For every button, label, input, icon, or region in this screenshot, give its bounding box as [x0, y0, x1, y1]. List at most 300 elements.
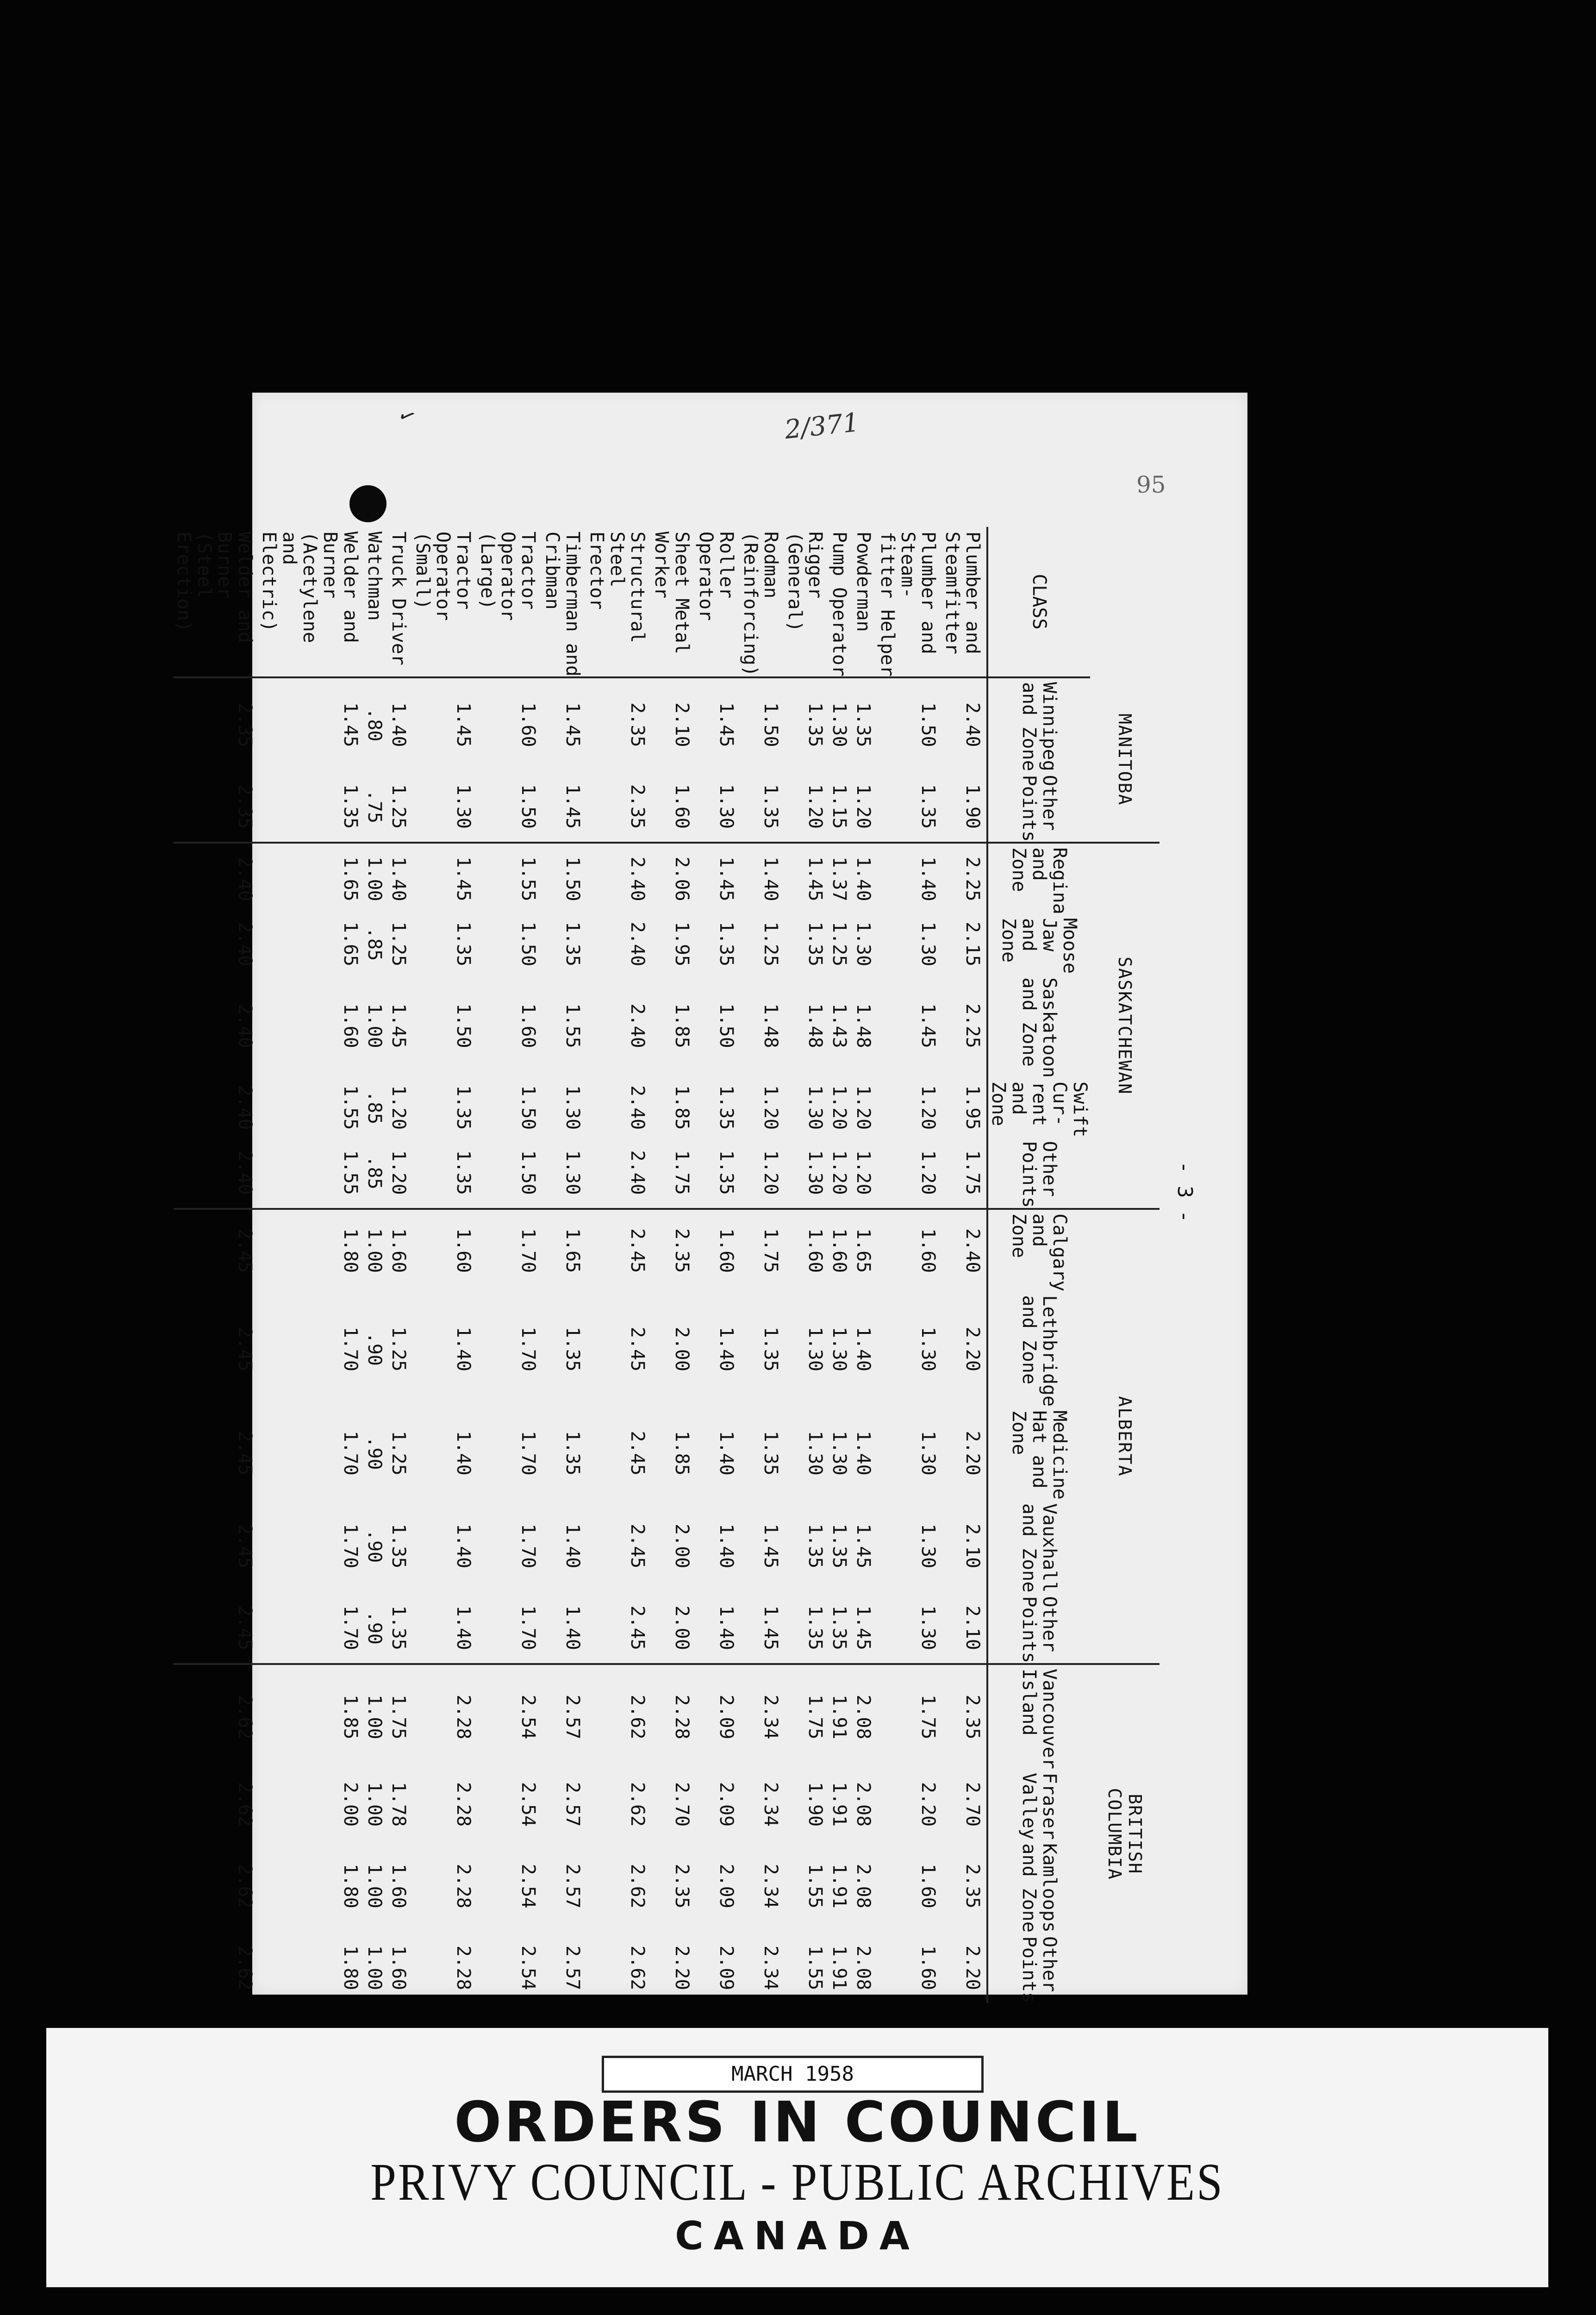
rate-cell: 2.09 — [716, 1782, 737, 1827]
rate-cell: 1.20 — [388, 1150, 409, 1195]
rate-cell: 2.40 — [627, 1150, 648, 1195]
rate-cell: 2.09 — [696, 1664, 740, 1769]
rate-cell: 2.15 — [962, 921, 983, 967]
class-cell: Welder and Burner (Acetylene and Electric) — [259, 527, 364, 677]
rate-cell: 2.00 — [671, 1326, 692, 1371]
rate-cell: 1.75 — [962, 1150, 983, 1195]
class-cell: Plumber and Steamfitter — [942, 527, 987, 677]
rate-cell: 1.20 — [853, 1085, 874, 1130]
rate-cell: 1.55 — [477, 843, 542, 914]
class-cell: Rigger (General) — [785, 527, 829, 677]
rate-cell: 1.25 — [829, 921, 850, 967]
rate-cell: 1.30 — [716, 784, 737, 829]
rate-cell: 1.70 — [340, 1524, 361, 1569]
rate-cell: 1.40 — [453, 1431, 474, 1476]
rate-cell: 2.20 — [962, 1326, 983, 1371]
rate-cell: 1.35 — [760, 1431, 781, 1476]
rate-cell: 1.45 — [388, 1003, 409, 1048]
rate-cell: 1.43 — [829, 1003, 850, 1048]
rate-cell: 1.70 — [340, 1605, 361, 1650]
class-cell: Welder and Burner (Steel Erection) — [174, 527, 259, 677]
banner-country: CANADA — [675, 2213, 920, 2259]
rate-cell: 1.48 — [760, 1003, 781, 1048]
rate-cell: 1.40 — [877, 843, 942, 914]
class-column-header: CLASS — [987, 527, 1090, 677]
table-row — [942, 527, 987, 2003]
rate-cell: 1.00 — [364, 1864, 385, 1908]
rate-cell: 2.25 — [942, 843, 987, 914]
rate-cell: 1.45 — [917, 1003, 939, 1048]
rate-cell: 1.15 — [829, 784, 850, 829]
rate-cell: 2.45 — [234, 1605, 256, 1650]
rate-cell: 1.80 — [259, 1209, 364, 1292]
rate-cell: 2.40 — [942, 1209, 987, 1292]
rate-cell: 2.62 — [627, 1782, 648, 1827]
rate-cell: 2.34 — [760, 1864, 781, 1908]
rate-cell: 2.10 — [962, 1524, 983, 1569]
rate-cell: 1.30 — [829, 702, 850, 747]
rate-cell: 1.20 — [829, 1085, 850, 1130]
rate-cell: 2.40 — [627, 921, 648, 967]
rate-cell: 1.75 — [388, 1664, 412, 1769]
rate-cell: 1.85 — [671, 1431, 692, 1476]
class-cell: Structural Steel Erector — [586, 527, 651, 677]
class-cell: Powderman — [853, 527, 877, 677]
rate-cell: 2.06 — [651, 843, 696, 914]
rate-cell: 1.35 — [453, 921, 474, 967]
rate-cell: 1.50 — [542, 843, 586, 914]
class-cell: Pump Operator — [829, 527, 853, 677]
rate-cell: 1.95 — [671, 921, 692, 967]
rate-cell: 1.40 — [740, 843, 785, 914]
rate-cell: 1.30 — [917, 921, 939, 967]
rate-cell: 1.70 — [517, 1524, 539, 1569]
rate-cell: 1.35 — [562, 1431, 583, 1476]
rate-cell: 1.35 — [760, 784, 781, 829]
class-cell: Watchman — [364, 527, 388, 677]
rate-cell: 2.28 — [453, 1946, 474, 1990]
rate-cell: 1.45 — [853, 1605, 874, 1650]
rate-cell: 1.00 — [364, 1946, 385, 1990]
column-header: Regina and Zone — [987, 843, 1090, 914]
table-row — [364, 527, 388, 2003]
rate-cell: 1.85 — [259, 1664, 364, 1769]
table-row — [740, 527, 785, 2003]
rate-cell: 1.40 — [716, 1431, 737, 1476]
rate-cell: 1.20 — [853, 784, 874, 829]
rate-cell: 1.30 — [804, 1326, 826, 1371]
rate-cell: 2.20 — [962, 1946, 983, 1990]
rate-cell: 1.45 — [412, 843, 477, 914]
rate-cell: 2.35 — [651, 1209, 696, 1292]
rate-cell: 2.40 — [962, 702, 983, 747]
rate-cell: 1.40 — [716, 1326, 737, 1371]
province-header-blank — [1090, 527, 1160, 677]
rate-cell: 1.55 — [804, 1946, 826, 1990]
rate-cell: 2.34 — [760, 1782, 781, 1827]
archive-banner — [46, 2028, 1548, 2287]
rate-cell: 1.35 — [453, 1085, 474, 1130]
rate-cell: 2.45 — [234, 1326, 256, 1371]
province-header: ALBERTA — [1090, 1209, 1160, 1664]
rate-cell: 2.40 — [627, 1085, 648, 1130]
rate-cell: 2.54 — [517, 1782, 539, 1827]
table-row — [853, 527, 877, 2003]
banner-title: ORDERS IN COUNCIL — [454, 2090, 1141, 2155]
rate-cell: 1.80 — [340, 1946, 361, 1990]
rate-cell: 1.40 — [853, 843, 877, 914]
rate-cell: 1.20 — [760, 1150, 781, 1195]
rate-cell: 1.35 — [562, 1326, 583, 1371]
rate-cell: 2.57 — [562, 1782, 583, 1827]
rate-cell: 1.25 — [388, 921, 409, 967]
rate-cell: 1.60 — [917, 1864, 939, 1908]
rate-cell: 1.85 — [671, 1003, 692, 1048]
rate-cell: .90 — [364, 1332, 385, 1366]
rate-cell: 2.40 — [234, 921, 256, 967]
rate-cell: 1.30 — [829, 1431, 850, 1476]
rate-cell: 1.35 — [804, 1605, 826, 1650]
rate-cell: 1.60 — [517, 1003, 539, 1048]
rate-cell: 1.30 — [853, 921, 874, 967]
rate-cell: 1.75 — [877, 1664, 942, 1769]
rate-cell: 2.09 — [716, 1864, 737, 1908]
rate-cell: 1.70 — [340, 1326, 361, 1371]
rate-cell: 2.35 — [962, 1864, 983, 1908]
rate-cell: .80 — [364, 708, 385, 742]
rate-cell: 1.00 — [364, 1782, 385, 1827]
rate-cell: 1.60 — [696, 1209, 740, 1292]
folio-number: 95 — [1136, 471, 1166, 498]
rate-cell: 2.40 — [234, 1150, 256, 1195]
rate-cell: 1.50 — [517, 1150, 539, 1195]
rate-cell: 1.60 — [388, 1946, 409, 1990]
rate-cell: 1.40 — [853, 1431, 874, 1476]
rate-cell: 1.40 — [853, 1326, 874, 1371]
table-row — [651, 527, 696, 2003]
rate-cell: 1.30 — [562, 1150, 583, 1195]
rate-cell: 1.65 — [259, 843, 364, 914]
rate-cell: 1.45 — [716, 702, 737, 747]
rate-cell: 2.62 — [174, 1664, 259, 1769]
rate-cell: 1.35 — [562, 921, 583, 967]
rate-cell: 2.09 — [716, 1946, 737, 1990]
rate-cell: 1.90 — [962, 784, 983, 829]
rate-cell: 1.45 — [696, 843, 740, 914]
rate-cell: 1.60 — [877, 1209, 942, 1292]
rate-cell: 2.25 — [962, 1003, 983, 1048]
page-number: - 3 - — [1173, 1161, 1197, 1223]
rate-cell: 1.55 — [804, 1864, 826, 1908]
rate-cell: 1.40 — [388, 843, 412, 914]
rate-cell: 2.35 — [942, 1664, 987, 1769]
rate-cell: 2.45 — [627, 1605, 648, 1650]
rate-cell: 1.90 — [804, 1782, 826, 1827]
rate-cell: 2.62 — [234, 1946, 256, 1990]
rate-cell: 1.00 — [364, 1664, 388, 1769]
rate-cell: 1.60 — [671, 784, 692, 829]
rate-cell: 1.00 — [364, 1209, 388, 1292]
rate-cell: 1.50 — [917, 702, 939, 747]
rate-cell: 1.35 — [804, 1524, 826, 1569]
rate-cell: 1.45 — [760, 1605, 781, 1650]
rate-cell: 1.60 — [785, 1209, 829, 1292]
rate-cell: 2.54 — [517, 1946, 539, 1990]
rate-cell: 2.40 — [234, 1085, 256, 1130]
rate-cell: .75 — [364, 789, 385, 824]
rate-cell: 1.65 — [340, 921, 361, 967]
class-cell: Rodman (Reinforcing) — [740, 527, 785, 677]
rate-cell: 2.08 — [853, 1782, 874, 1827]
rate-cell: 2.40 — [627, 1003, 648, 1048]
rate-cell: 1.20 — [917, 1085, 939, 1130]
rate-cell: 1.48 — [804, 1003, 826, 1048]
rate-cell: 1.60 — [412, 1209, 477, 1292]
rate-cell: 1.60 — [340, 1003, 361, 1048]
punch-hole — [349, 485, 387, 522]
rate-cell: 1.35 — [760, 1326, 781, 1371]
rate-cell: 2.70 — [671, 1782, 692, 1827]
rate-cell: .90 — [364, 1611, 385, 1645]
column-header: Other Points — [987, 771, 1090, 843]
rate-cell: 1.70 — [517, 1431, 539, 1476]
rate-cell: 1.50 — [716, 1003, 737, 1048]
rate-cell: 2.34 — [740, 1664, 785, 1769]
rate-cell: 1.45 — [760, 1524, 781, 1569]
rate-cell: 1.55 — [340, 1085, 361, 1130]
rate-cell: 1.40 — [716, 1605, 737, 1650]
rate-cell: 1.40 — [716, 1524, 737, 1569]
rate-cell: 1.78 — [388, 1782, 409, 1827]
rate-cell: .85 — [364, 927, 385, 961]
rate-cell: 1.35 — [453, 1150, 474, 1195]
column-header: Other Points — [987, 1593, 1090, 1664]
rate-cell: 1.50 — [517, 1085, 539, 1130]
rate-cell: 1.30 — [917, 1326, 939, 1371]
rate-cell: 1.70 — [340, 1431, 361, 1476]
rate-cell: 1.40 — [562, 1524, 583, 1569]
class-cell: Tractor Operator (Small) — [412, 527, 477, 677]
column-header: Lethbridge and Zone — [987, 1291, 1090, 1407]
rate-cell: 2.45 — [586, 1209, 651, 1292]
rate-cell: 2.57 — [542, 1664, 586, 1769]
rate-cell: .90 — [364, 1529, 385, 1563]
rate-cell: 1.37 — [829, 843, 853, 914]
rate-cell: 1.45 — [853, 1524, 874, 1569]
rate-cell: 1.30 — [804, 1150, 826, 1195]
rate-cell: 1.35 — [716, 1085, 737, 1130]
table-row — [877, 527, 942, 2003]
rate-cell: 1.00 — [364, 1003, 385, 1048]
rate-cell: 1.20 — [804, 784, 826, 829]
rate-cell: .85 — [364, 1090, 385, 1125]
column-header: Fraser Valley — [987, 1769, 1090, 1840]
column-header: Calgary and Zone — [987, 1209, 1090, 1292]
class-cell: Roller Operator — [696, 527, 740, 677]
rate-cell: .85 — [364, 1156, 385, 1189]
rate-cell: 1.35 — [829, 1605, 850, 1650]
column-header: Winnipeg and Zone — [987, 677, 1090, 771]
rate-cell: 2.35 — [627, 784, 648, 829]
rate-cell: 1.91 — [829, 1946, 850, 1990]
rate-cell: 2.10 — [671, 702, 692, 747]
rate-cell: 2.00 — [671, 1605, 692, 1650]
rate-cell: 2.28 — [453, 1864, 474, 1908]
rate-cell: 1.80 — [340, 1864, 361, 1908]
rate-cell: 1.20 — [917, 1150, 939, 1195]
rate-cell: 1.20 — [388, 1085, 409, 1130]
class-cell: Plumber and Steam- fitter Helper — [877, 527, 942, 677]
rate-cell: 2.45 — [627, 1524, 648, 1569]
rate-cell: 1.55 — [340, 1150, 361, 1195]
rate-cell: 2.08 — [853, 1946, 874, 1990]
rate-cell: 2.34 — [760, 1946, 781, 1990]
table-row — [412, 527, 477, 2003]
province-header: MANITOBA — [1115, 713, 1135, 806]
table-row — [542, 527, 586, 2003]
rate-cell: 1.40 — [453, 1605, 474, 1650]
rate-cell: 1.35 — [917, 784, 939, 829]
rate-cell: 2.35 — [234, 784, 256, 829]
rate-cell: 2.20 — [671, 1946, 692, 1990]
rate-cell: 2.35 — [627, 702, 648, 747]
rate-cell: 1.30 — [829, 1326, 850, 1371]
rate-cell: 1.85 — [671, 1085, 692, 1130]
rate-cell: 2.10 — [962, 1605, 983, 1650]
rate-cell: 2.45 — [627, 1431, 648, 1476]
rate-cell: 2.54 — [477, 1664, 542, 1769]
rate-cell: 1.50 — [517, 784, 539, 829]
rate-cell: 1.35 — [804, 702, 826, 747]
rate-cell: 1.70 — [517, 1326, 539, 1371]
rate-cell: 2.45 — [627, 1326, 648, 1371]
rate-cell: 1.65 — [853, 1209, 877, 1292]
rate-cell: 1.48 — [853, 1003, 874, 1048]
column-header: Medicine Hat and Zone — [987, 1407, 1090, 1500]
rate-cell: 1.30 — [562, 1085, 583, 1130]
province-header: BRITISH COLUMBIA — [1090, 1664, 1160, 2003]
rate-cell: 1.20 — [760, 1085, 781, 1130]
rate-cell: 1.60 — [917, 1946, 939, 1990]
rate-cell: 1.30 — [917, 1605, 939, 1650]
column-header: Swift Cur- rent and Zone — [987, 1078, 1090, 1137]
rate-cell: 1.25 — [388, 1326, 409, 1371]
table-row — [829, 527, 853, 2003]
rate-cell: 2.40 — [586, 843, 651, 914]
rate-cell: 1.60 — [517, 702, 539, 747]
rate-cell: 1.91 — [829, 1864, 850, 1908]
rate-cell: 1.30 — [917, 1431, 939, 1476]
rate-cell: 2.00 — [340, 1782, 361, 1827]
rate-cell: 1.60 — [388, 1209, 412, 1292]
rate-cell: 2.28 — [651, 1664, 696, 1769]
rate-cell: 2.08 — [853, 1864, 874, 1908]
class-cell: Truck Driver — [388, 527, 412, 677]
rate-cell: 1.20 — [829, 1150, 850, 1195]
rate-cell: 1.25 — [760, 921, 781, 967]
rate-cell: 1.50 — [517, 921, 539, 967]
rate-cell: 1.35 — [853, 702, 874, 747]
column-header-row — [987, 527, 1090, 2003]
rate-cell: 1.30 — [804, 1431, 826, 1476]
rate-cell: 1.45 — [562, 784, 583, 829]
rate-cell: 1.75 — [785, 1664, 829, 1769]
province-header: SASKATCHEWAN — [1090, 843, 1160, 1209]
rate-cell: 1.30 — [453, 784, 474, 829]
rate-cell: 2.45 — [174, 1209, 259, 1292]
rate-cell: 1.95 — [962, 1085, 983, 1130]
rate-cell: 2.57 — [562, 1946, 583, 1990]
table-row — [174, 527, 259, 2003]
table-row — [586, 527, 651, 2003]
rate-cell: 2.00 — [671, 1524, 692, 1569]
rate-cell: 2.62 — [234, 1782, 256, 1827]
class-cell: Sheet Metal Worker — [651, 527, 696, 677]
rate-cell: 1.35 — [804, 921, 826, 967]
column-header: Vancouver Island — [987, 1664, 1090, 1769]
rate-cell: 2.20 — [962, 1431, 983, 1476]
rate-cell: 1.20 — [853, 1150, 874, 1195]
rate-cell: 2.62 — [627, 1864, 648, 1908]
rate-cell: 1.75 — [671, 1150, 692, 1195]
rate-cell: 1.40 — [388, 702, 409, 747]
rate-cell: 1.40 — [453, 1326, 474, 1371]
table-row — [785, 527, 829, 2003]
rate-cell: 1.25 — [388, 784, 409, 829]
rate-cell: 1.70 — [477, 1209, 542, 1292]
rate-cell: 1.35 — [388, 1524, 409, 1569]
rate-cell: .90 — [364, 1436, 385, 1470]
rate-cell: 1.35 — [716, 1150, 737, 1195]
rate-cell: 1.40 — [453, 1524, 474, 1569]
wage-rate-table — [173, 527, 1160, 2003]
rate-cell: 2.35 — [671, 1864, 692, 1908]
rate-cell: 2.08 — [853, 1664, 877, 1769]
column-header: Other Points — [987, 1933, 1090, 2003]
column-header: Kamloops and Zone — [987, 1839, 1090, 1933]
rate-cell: 1.35 — [340, 784, 361, 829]
rate-cell: 1.91 — [829, 1782, 850, 1827]
rate-cell: 2.40 — [234, 1003, 256, 1048]
rate-cell: 1.45 — [453, 702, 474, 747]
rate-cell: 2.35 — [234, 702, 256, 747]
province-header-row — [1090, 527, 1160, 2003]
table-row — [696, 527, 740, 2003]
banner-subtitle: PRIVY COUNCIL - PUBLIC ARCHIVES — [370, 2152, 1224, 2212]
class-cell: Timberman and Cribman — [542, 527, 586, 677]
column-header: Saskatoon and Zone — [987, 974, 1090, 1078]
document-page — [173, 393, 1247, 2003]
rate-cell: 2.57 — [562, 1864, 583, 1908]
rate-cell: 2.28 — [412, 1664, 477, 1769]
rate-cell: 1.45 — [785, 843, 829, 914]
rate-cell: 2.62 — [586, 1664, 651, 1769]
column-header: Vauxhall and Zone — [987, 1500, 1090, 1593]
rate-cell: 2.28 — [453, 1782, 474, 1827]
rate-cell: 2.54 — [517, 1864, 539, 1908]
rate-cell: 2.62 — [234, 1864, 256, 1908]
rate-cell: 1.35 — [716, 921, 737, 967]
pencil-mark: ✓ — [394, 400, 420, 431]
rate-cell: 2.70 — [962, 1782, 983, 1827]
rate-cell: 2.45 — [234, 1524, 256, 1569]
rate-cell: 2.20 — [917, 1782, 939, 1827]
rate-cell: 1.30 — [917, 1524, 939, 1569]
table-body — [174, 527, 987, 2003]
rate-cell: 2.40 — [174, 843, 259, 914]
rate-cell: 1.70 — [517, 1605, 539, 1650]
rate-cell: 1.50 — [453, 1003, 474, 1048]
